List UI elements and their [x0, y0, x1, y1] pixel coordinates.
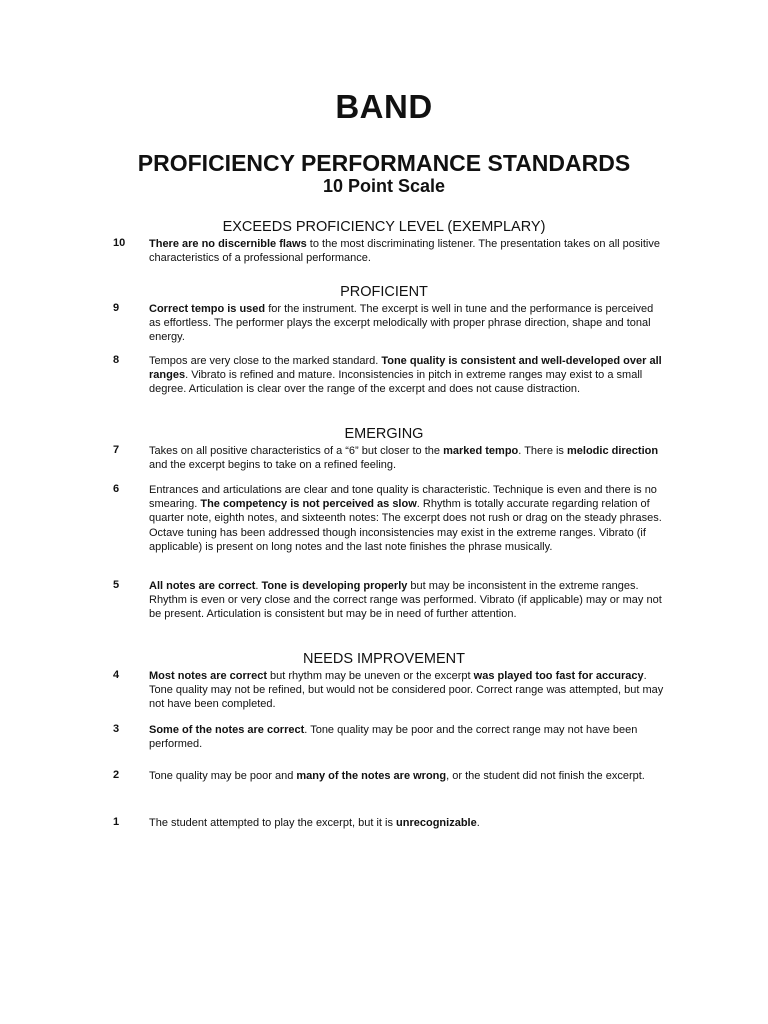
- score-description: All notes are correct. Tone is developing properly but may be inconsistent in the extreme ranges. Rhythm is even or very close and the correct range was performed. Vibrato (if applicable) may or may not be present. Articulation is consistent but may be in need of further attention.: [149, 580, 662, 621]
- emphasis-text: Tone quality is consistent and well-developed over all ranges: [149, 355, 662, 382]
- emphasis-text: Most notes are correct: [149, 670, 267, 682]
- score-description: Takes on all positive characteristics of a “6” but closer to the marked tempo. There is melodic direction and the excerpt begins to take on a refined feeling.: [149, 445, 659, 472]
- scale-label: 10 Point Scale: [322, 176, 446, 196]
- document-subtitle: PROFICIENCY PERFORMANCE STANDARDS: [137, 150, 631, 176]
- emphasis-text: Some of the notes are correct: [149, 724, 305, 736]
- score-number: 7: [113, 444, 120, 456]
- emphasis-text: many of the notes are wrong: [296, 770, 447, 782]
- score-description: Entrances and articulations are clear and tone quality is characteristic. Technique is even and there is no smearing. The competency is not perceived as slow. Rhythm is totally accurate regarding relation of quarter note, eighth notes, and sixteenth notes: The excerpt does not rush or drag on the steady phrases. Octave tuning has been addressed though inconsistencies may exist in the extreme ranges. Vibrato (if applicable) is present on long notes and the last note finishes the phrase musically.: [149, 484, 662, 553]
- emphasis-text: The competency is not perceived as slow: [200, 498, 417, 511]
- score-number: 8: [113, 354, 120, 366]
- score-number: 5: [113, 579, 120, 591]
- score-number: 1: [113, 816, 120, 828]
- score-description: Tone quality may be poor and many of the notes are wrong, or the student did not finish the excerpt.: [149, 770, 645, 782]
- score-description: Tempos are very close to the marked standard. Tone quality is consistent and well-developed over all ranges. Vibrato is refined and mature. Inconsistencies in pitch in extreme ranges may exist to a small degree. Articulation is clear over the range of the excerpt and does not cause distraction.: [149, 355, 662, 396]
- score-description: Correct tempo is used for the instrument. The excerpt is well in tune and the performance is perceived as effortless. The performer plays the excerpt melodically with proper phrase direction, shape and tonal energy.: [149, 303, 654, 344]
- document-title: BAND: [335, 88, 433, 125]
- score-description: Most notes are correct but rhythm may be uneven or the excerpt was played too fast for accuracy. Tone quality may not be refined, but would not be considered poor. Correct range was attempted, but may not have been completed.: [149, 670, 664, 711]
- emphasis-text: Correct tempo is used: [149, 303, 266, 315]
- emphasis-text: was played too fast for accuracy: [473, 670, 644, 682]
- emphasis-text: All notes are correct: [149, 580, 256, 592]
- score-description: The student attempted to play the excerpt, but it is unrecognizable.: [149, 817, 480, 829]
- section-heading-proficient: PROFICIENT: [340, 284, 428, 300]
- score-number: 3: [113, 723, 120, 735]
- score-number: 10: [113, 237, 126, 249]
- score-number: 6: [113, 483, 120, 495]
- score-number: 4: [113, 669, 120, 681]
- section-heading-emerging: EMERGING: [344, 426, 424, 442]
- section-heading-exemplary: EXCEEDS PROFICIENCY LEVEL (EXEMPLARY): [222, 219, 546, 235]
- section-heading-needs-improvement: NEEDS IMPROVEMENT: [303, 651, 465, 667]
- score-description: Some of the notes are correct. Tone quality may be poor and the correct range may not have been performed.: [149, 724, 638, 751]
- emphasis-text: marked tempo: [443, 445, 519, 457]
- emphasis-text: melodic direction: [567, 445, 659, 457]
- emphasis-text: unrecognizable: [396, 817, 477, 829]
- emphasis-text: There are no discernible flaws: [149, 238, 307, 250]
- score-number: 2: [113, 769, 120, 781]
- score-description: There are no discernible flaws to the most discriminating listener. The presentation takes on all positive characteristics of a professional performance.: [149, 238, 660, 265]
- score-number: 9: [113, 302, 120, 314]
- emphasis-text: Tone is developing properly: [261, 580, 408, 592]
